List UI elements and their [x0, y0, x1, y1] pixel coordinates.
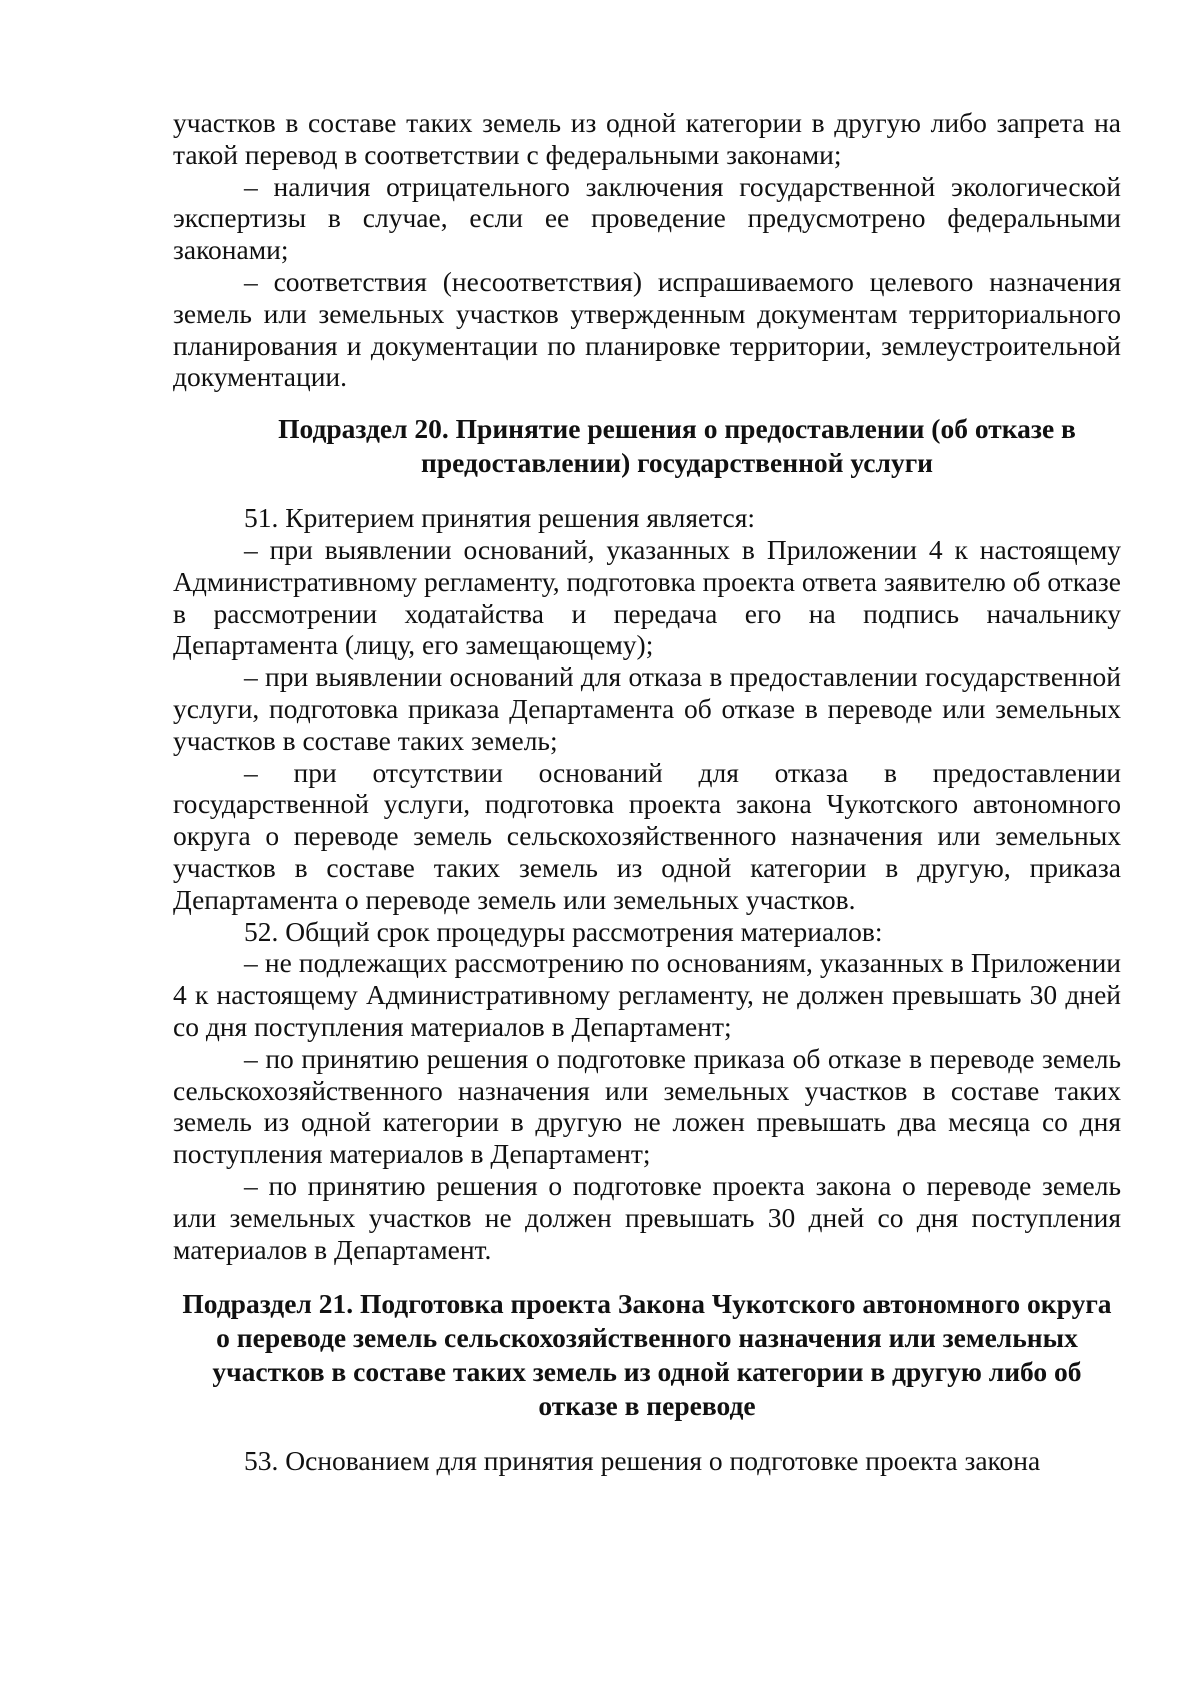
- paragraph-item-52: 52. Общий срок процедуры рассмотрения материалов:: [244, 915, 883, 947]
- paragraph-list-item: – при выявлении оснований, указанных в Приложении 4 к настоящему Административному регламенту, подготовка проекта ответа заявителю об отказе в рассмотрении ходатайства и передача его на подпись начальнику Департамента (лицу, его замещающему);: [173, 533, 1121, 661]
- document-page: [173, 107, 1121, 1477]
- section-heading-21: Подраздел 21. Подготовка проекта Закона Чукотского автономного округа о переводе земель сельскохозяйственного назначения или земельных участков в составе таких земель из одной категории в другую либо об отказе в переводе: [182, 1288, 1112, 1422]
- paragraph-list-item: – по принятию решения о подготовке приказа об отказе в переводе земель сельскохозяйственного назначения или земельных участков в составе таких земель из одной категории в другую не ложен превышать два месяца со дня поступления материалов в Департамент;: [173, 1042, 1121, 1170]
- paragraph-item-51: 51. Критерием принятия решения является:: [244, 502, 756, 534]
- paragraph-list-item: – при отсутствии оснований для отказа в предоставлении государственной услуги, подготовка проекта закона Чукотского автономного округа о переводе земель сельскохозяйственного назначения или земельных участков в составе таких земель из одной категории в другую, приказа Департамента о переводе земель или земельных участков.: [173, 756, 1121, 915]
- paragraph-list-item: – соответствия (несоответствия) испрашиваемого целевого назначения земель или земельных участков утвержденным документам территориального планирования и документации по планировке территории, землеустроительной документации.: [173, 265, 1121, 393]
- paragraph-continuation: участков в составе таких земель из одной категории в другую либо запрета на такой перевод в соответствии с федеральными законами;: [173, 107, 1121, 170]
- paragraph-item-53: 53. Основанием для принятия решения о подготовке проекта закона: [244, 1445, 1041, 1477]
- paragraph-list-item: – при выявлении оснований для отказа в предоставлении государственной услуги, подготовка приказа Департамента об отказе в переводе или земельных участков в составе таких земель;: [173, 661, 1121, 756]
- paragraph-list-item: – не подлежащих рассмотрению по основаниям, указанных в Приложении 4 к настоящему Административному регламенту, не должен превышать 30 дней со дня поступления материалов в Департамент;: [173, 947, 1121, 1042]
- section-heading-20: Подраздел 20. Принятие решения о предоставлении (об отказе в предоставлении) государственной услуги: [278, 413, 1076, 479]
- paragraph-list-item: – по принятию решения о подготовке проекта закона о переводе земель или земельных участков не должен превышать 30 дней со дня поступления материалов в Департамент.: [173, 1169, 1121, 1265]
- paragraph-list-item: – наличия отрицательного заключения государственной экологической экспертизы в случае, если ее проведение предусмотрено федеральными законами;: [173, 170, 1121, 266]
